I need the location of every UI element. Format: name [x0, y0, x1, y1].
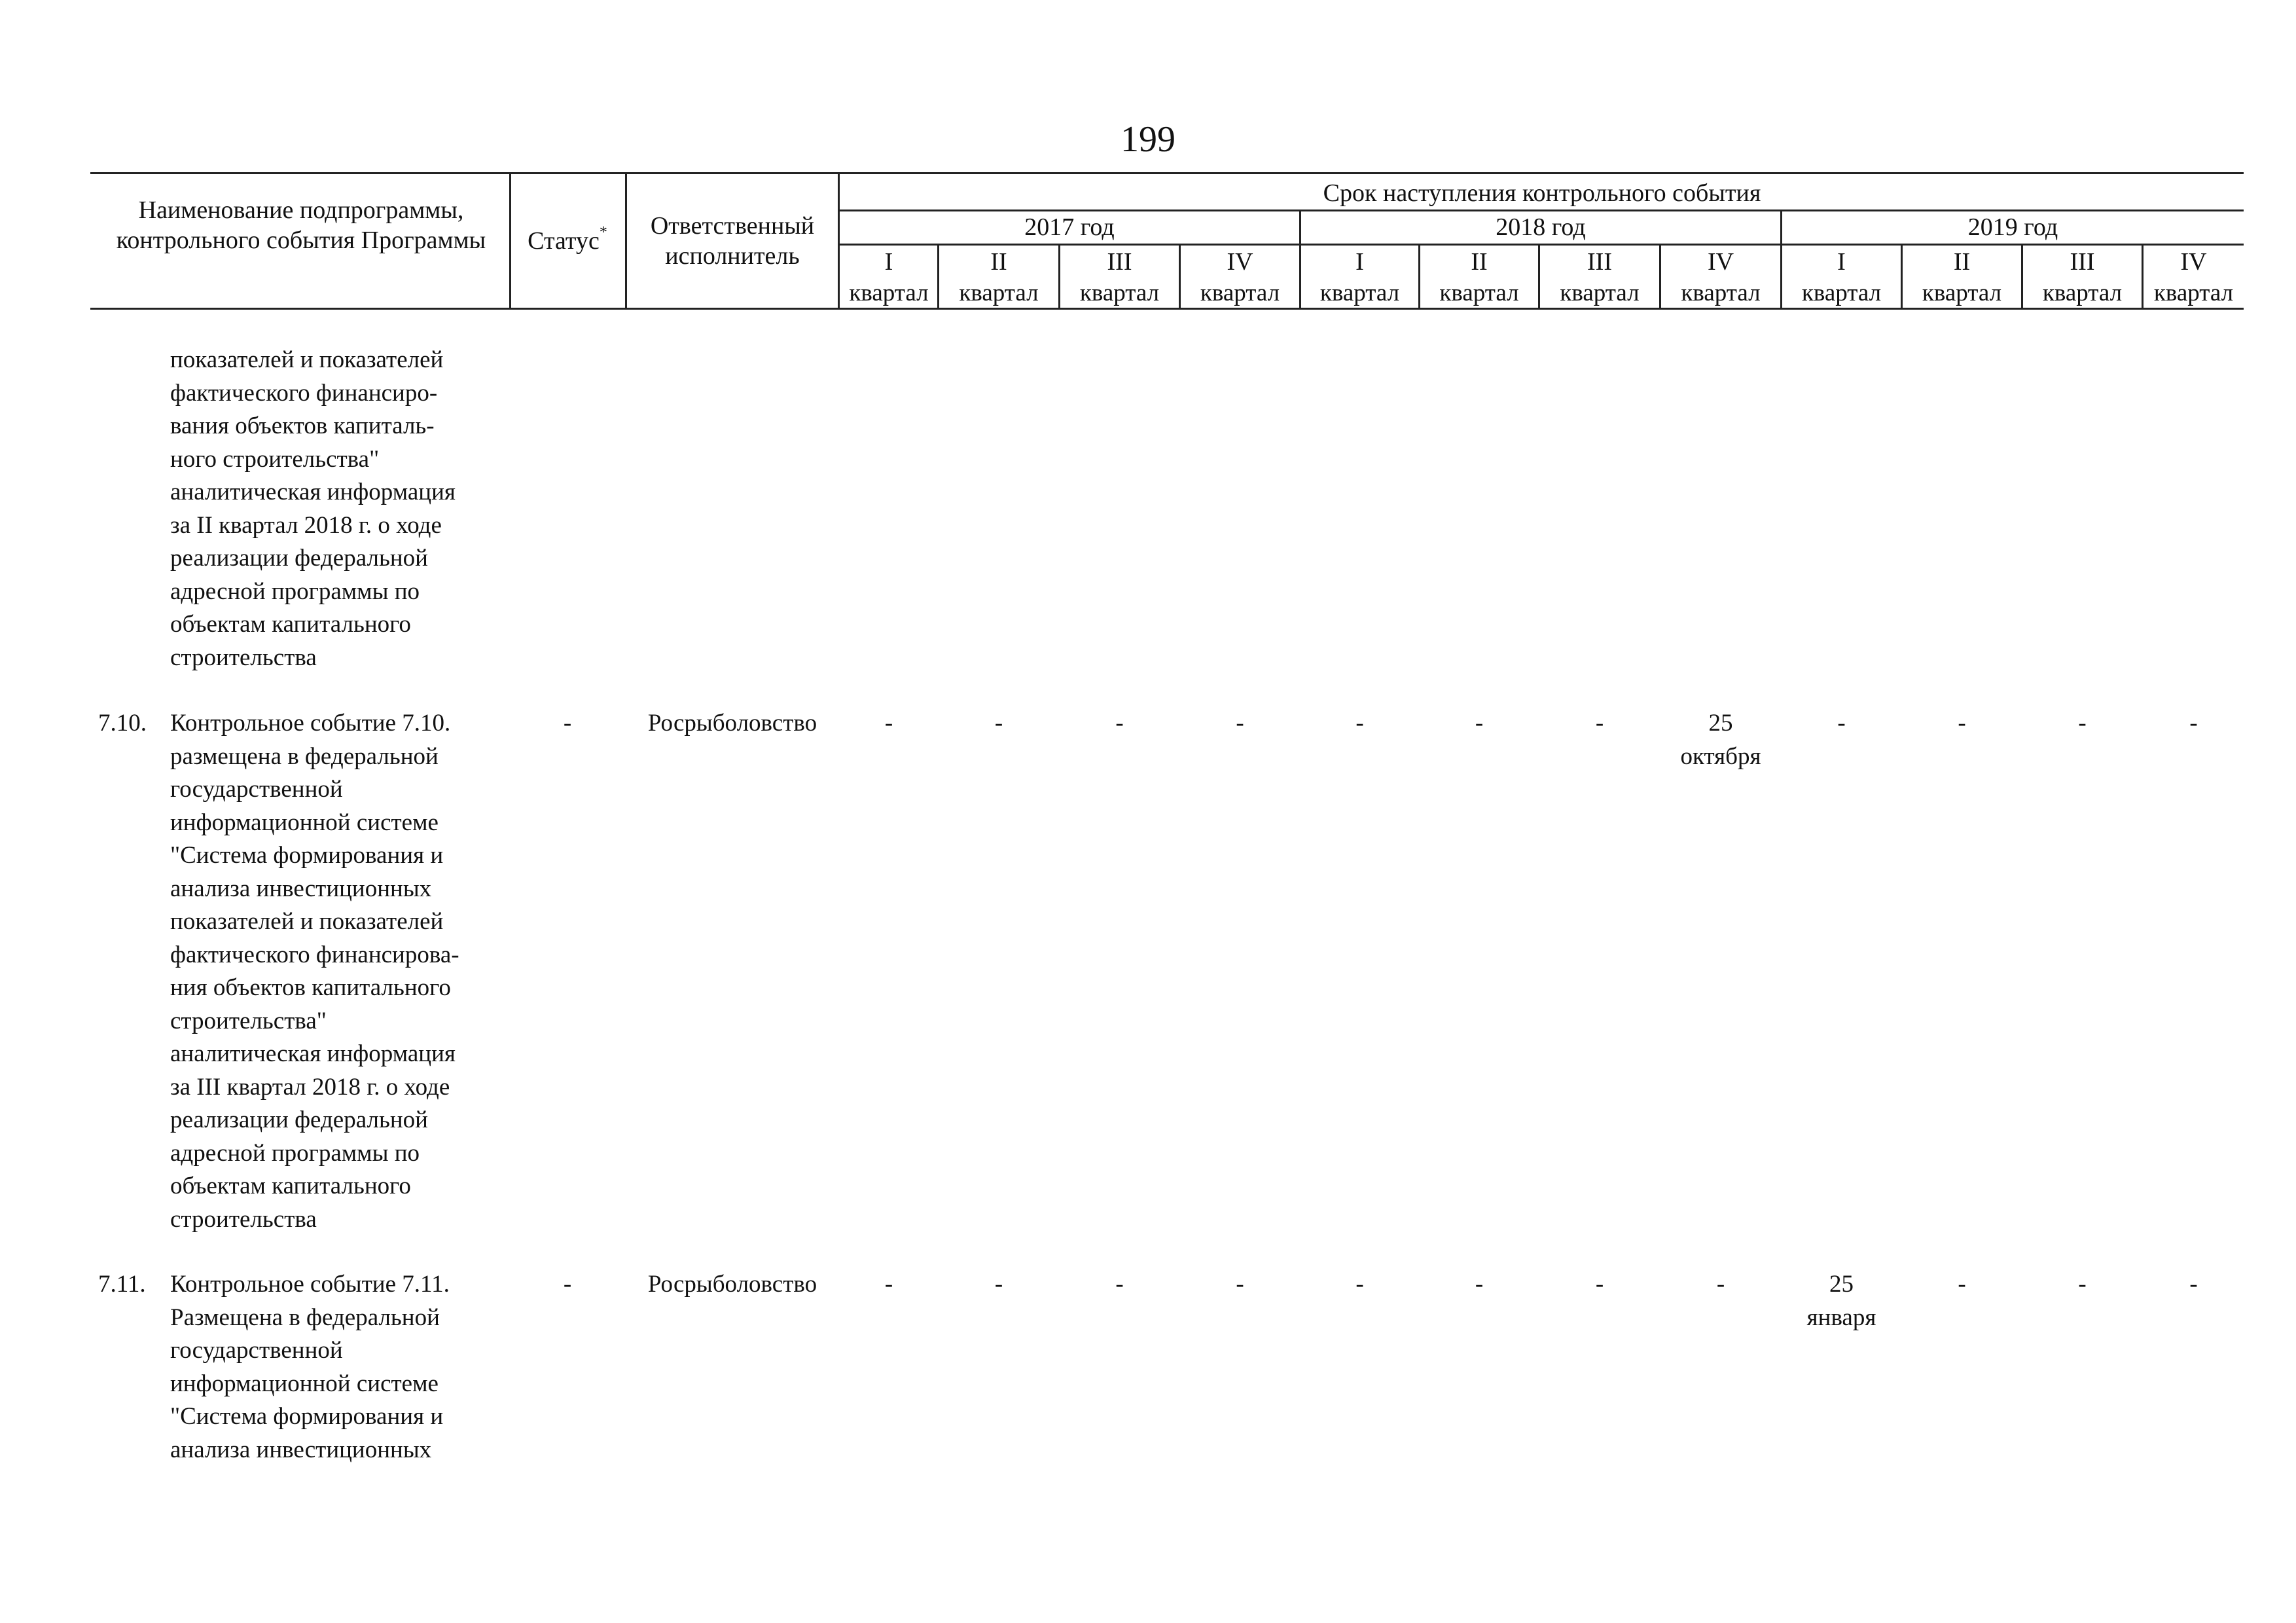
timeline-title-rule — [839, 210, 2244, 211]
quarter-cell: - — [2078, 710, 2087, 737]
quarter-cell-date: 25 января — [1806, 1271, 1876, 1331]
row-name-text: Контрольное событие 7.10. размещена в федеральной государственной информационной системе "Система формирования и анализа инвестиционных показателей и показателей фактического финансирова- ния объектов капитального строительства" аналитическая информация за III квартал 2018 г. о ходе реализации федеральной адресной программы по объектам капитального строительства — [170, 710, 459, 1233]
quarter-cell: - — [1236, 710, 1244, 737]
quarter-cell: - — [1115, 1271, 1124, 1298]
quarter-word: квартал — [1079, 280, 1160, 306]
col-rule-name — [509, 172, 511, 310]
header-name-column: Наименование подпрограммы, контрольного события Программы — [116, 196, 486, 254]
quarter-header-2019-4: IV — [2180, 248, 2207, 276]
row-status: - — [563, 710, 572, 737]
header-timeline-title: Срок наступления контрольного события — [1323, 179, 1761, 207]
header-responsible-column: Ответственный исполнитель — [650, 212, 815, 270]
quarter-cell: - — [2078, 1271, 2087, 1298]
quarter-header-2017-2: II — [990, 248, 1007, 276]
quarter-header-2017-4: IV — [1227, 248, 1253, 276]
quarter-cell: - — [1475, 710, 1484, 737]
quarter-cell: - — [2189, 710, 2198, 737]
quarter-cell: - — [994, 710, 1003, 737]
header-status-column — [512, 226, 623, 256]
row-responsible: Росрыболовство — [647, 1271, 817, 1298]
header-year-2018: 2018 год — [1496, 213, 1586, 241]
quarter-word: квартал — [1560, 280, 1640, 306]
row-status: - — [563, 1271, 572, 1298]
quarter-word: квартал — [2042, 280, 2123, 306]
quarter-word: квартал — [1200, 280, 1280, 306]
quarter-cell: - — [884, 710, 893, 737]
quarter-word: квартал — [1439, 280, 1519, 306]
status-footnote-mark: * — [599, 224, 607, 242]
quarter-word: квартал — [2153, 280, 2234, 306]
col-rule-status — [625, 172, 627, 310]
quarter-cell: - — [1958, 710, 1966, 737]
row-number: 7.11. — [98, 1271, 146, 1298]
years-rule — [839, 244, 2244, 246]
quarter-cell: - — [1958, 1271, 1966, 1298]
row-name-text: показателей и показателей фактического финансиро- вания объектов капиталь- ного строительства" аналитическая информация за II квартал 2018 г. о ходе реализации федеральной адресной программы по объектам капитального строительства — [170, 346, 456, 671]
row-name-text: Контрольное событие 7.11. Размещена в федеральной государственной информационной системе "Система формирования и анализа инвестиционных — [170, 1271, 450, 1463]
header-status-label: Статус — [528, 227, 600, 255]
quarter-cell: - — [1595, 710, 1604, 737]
quarter-header-2017-1: I — [884, 248, 893, 276]
quarter-header-2018-4: IV — [1707, 248, 1734, 276]
quarter-cell: - — [1716, 1271, 1725, 1298]
row-responsible: Росрыболовство — [647, 710, 817, 737]
quarter-cell: - — [1837, 710, 1846, 737]
quarter-header-2017-3: III — [1107, 248, 1132, 276]
quarter-word: квартал — [849, 280, 929, 306]
quarter-header-2019-3: III — [2070, 248, 2095, 276]
col-rule-responsible — [838, 172, 840, 310]
quarter-word: квартал — [959, 280, 1039, 306]
quarter-header-2019-1: I — [1837, 248, 1846, 276]
quarter-word: квартал — [1681, 280, 1761, 306]
quarter-cell: - — [1236, 1271, 1244, 1298]
quarter-header-2018-3: III — [1587, 248, 1612, 276]
quarter-cell: - — [1355, 710, 1364, 737]
quarter-cell: - — [2189, 1271, 2198, 1298]
row-number: 7.10. — [98, 710, 147, 737]
quarter-cell: - — [1475, 1271, 1484, 1298]
quarter-header-2019-2: II — [1953, 248, 1971, 276]
quarter-cell: - — [884, 1271, 893, 1298]
quarter-header-2018-2: II — [1471, 248, 1488, 276]
table-top-rule — [90, 172, 2244, 174]
quarter-word: квартал — [1922, 280, 2002, 306]
quarter-word: квартал — [1801, 280, 1882, 306]
header-year-2019: 2019 год — [1967, 213, 2058, 241]
quarter-word: квартал — [1319, 280, 1400, 306]
quarter-cell: - — [1115, 710, 1124, 737]
quarter-cell-date: 25 октября — [1680, 710, 1761, 770]
quarter-cell: - — [1595, 1271, 1604, 1298]
header-year-2017: 2017 год — [1024, 213, 1115, 241]
page-number: 199 — [1121, 119, 1175, 160]
quarter-cell: - — [994, 1271, 1003, 1298]
quarter-header-2018-1: I — [1355, 248, 1364, 276]
quarter-cell: - — [1355, 1271, 1364, 1298]
